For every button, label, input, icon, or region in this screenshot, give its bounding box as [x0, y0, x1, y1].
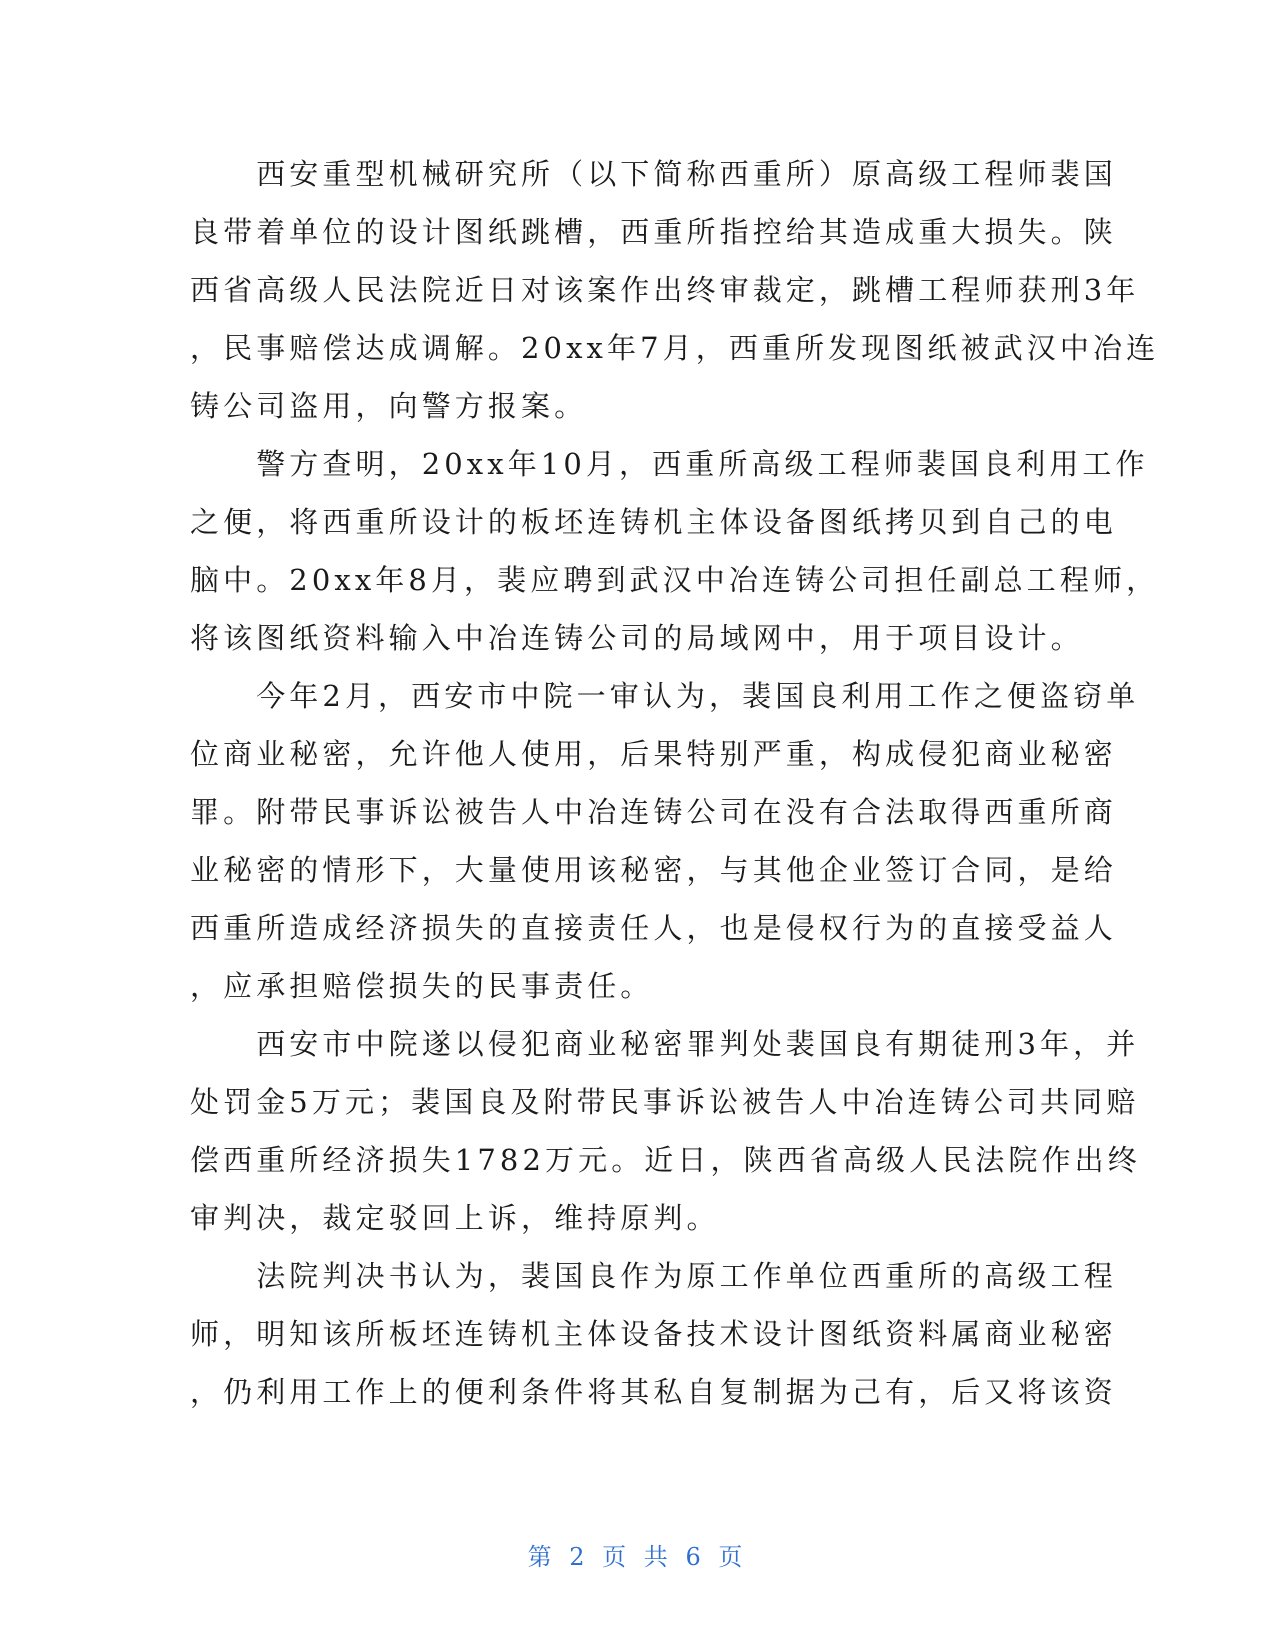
text-line: 师，明知该所板坯连铸机主体设备技术设计图纸资料属商业秘密: [190, 1317, 1117, 1351]
footer-suffix: 页: [718, 1543, 748, 1571]
current-page-number: 2: [569, 1543, 590, 1571]
text-line: 脑中。20xx年8月，裴应聘到武汉中冶连铸公司担任副总工程师，: [190, 563, 1160, 597]
text-line: 西重所造成经济损失的直接责任人，也是侵权行为的直接受益人: [190, 911, 1117, 945]
text-line: 处罚金5万元；裴国良及附带民事诉讼被告人中冶连铸公司共同赔: [190, 1085, 1140, 1119]
text-line: 审判决，裁定驳回上诉，维持原判。: [190, 1201, 720, 1235]
text-line: ，应承担赔偿损失的民事责任。: [190, 969, 654, 1003]
text-line: 西省高级人民法院近日对该案作出终审裁定，跳槽工程师获刑3年: [190, 273, 1140, 307]
text-line: 罪。附带民事诉讼被告人中冶连铸公司在没有合法取得西重所商: [190, 795, 1117, 829]
footer-prefix: 第: [527, 1543, 557, 1571]
text-line: 位商业秘密，允许他人使用，后果特别严重，构成侵犯商业秘密: [190, 737, 1117, 771]
footer-middle: 页 共: [602, 1543, 673, 1571]
text-line: 偿西重所经济损失1782万元。近日，陕西省高级人民法院作出终: [190, 1143, 1141, 1177]
text-line: 西安重型机械研究所（以下简称西重所）原高级工程师裴国: [190, 157, 1117, 191]
text-line: 法院判决书认为，裴国良作为原工作单位西重所的高级工程: [190, 1259, 1117, 1293]
text-line: 今年2月，西安市中院一审认为，裴国良利用工作之便盗窃单: [190, 679, 1140, 713]
text-line: ，仍利用工作上的便利条件将其私自复制据为己有，后又将该资: [190, 1375, 1117, 1409]
text-line: 良带着单位的设计图纸跳槽，西重所指控给其造成重大损失。陕: [190, 215, 1117, 249]
document-body: [190, 145, 1160, 1421]
text-line: 业秘密的情形下，大量使用该秘密，与其他企业签订合同，是给: [190, 853, 1117, 887]
total-page-number: 6: [685, 1543, 706, 1571]
text-line: 西安市中院遂以侵犯商业秘密罪判处裴国良有期徒刑3年，并: [190, 1027, 1140, 1061]
text-line: ，民事赔偿达成调解。20xx年7月，西重所发现图纸被武汉中冶连: [190, 331, 1160, 365]
text-line: 之便，将西重所设计的板坯连铸机主体设备图纸拷贝到自己的电: [190, 505, 1117, 539]
text-line: 铸公司盗用，向警方报案。: [190, 389, 588, 423]
text-line: 警方查明，20xx年10月，西重所高级工程师裴国良利用工作: [190, 447, 1149, 481]
text-line: 将该图纸资料输入中冶连铸公司的局域网中，用于项目设计。: [190, 621, 1084, 655]
page-footer: [0, 1537, 1275, 1577]
